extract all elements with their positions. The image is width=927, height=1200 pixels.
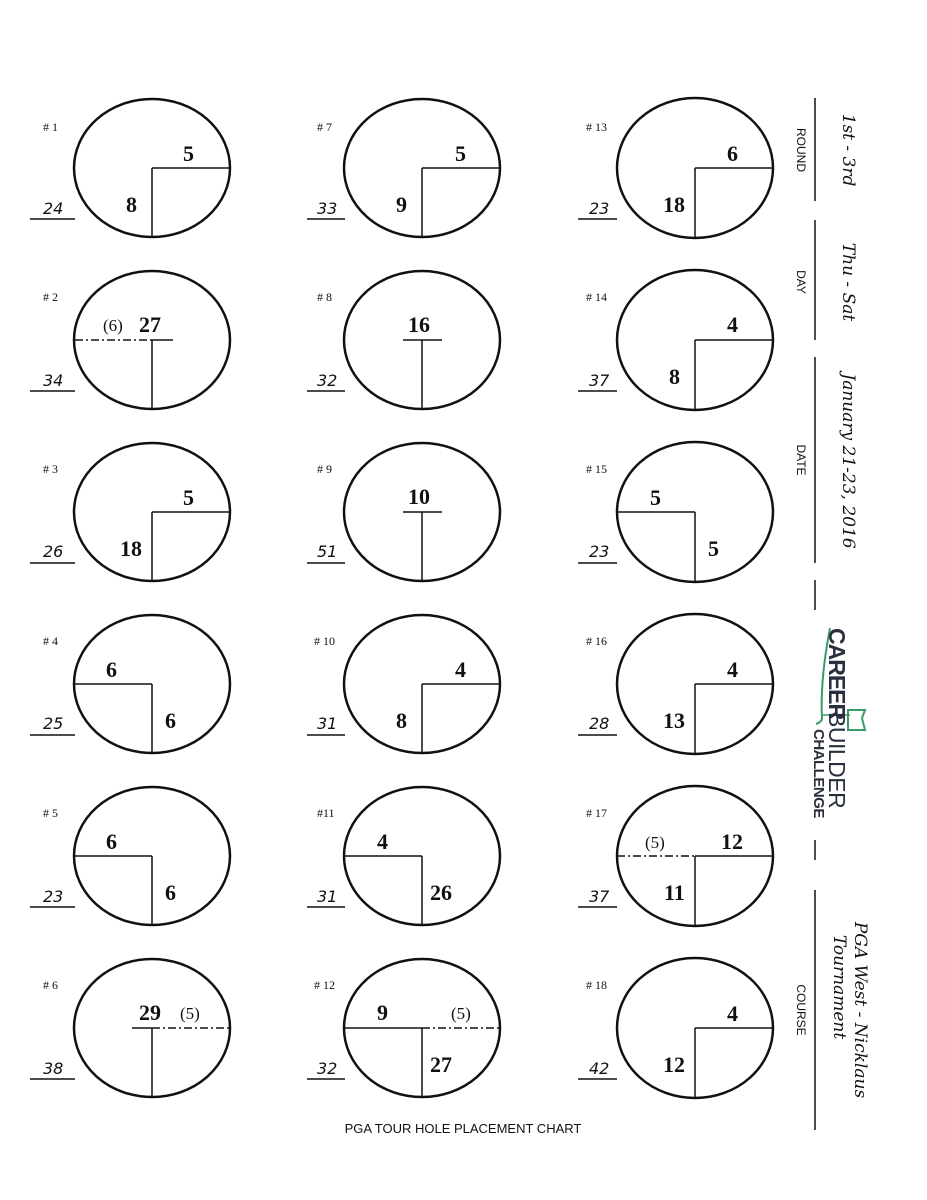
distance-from-edge: 6 <box>106 829 117 854</box>
hole-number: #11 <box>317 806 335 820</box>
logo-career: CAREER <box>824 628 850 720</box>
course-label: COURSE <box>794 984 808 1036</box>
pin-depth: 28 <box>589 714 610 733</box>
hole-16 <box>578 614 773 754</box>
hole-11 <box>307 787 500 925</box>
pin-depth: 42 <box>589 1059 610 1078</box>
pin-depth: 38 <box>43 1059 64 1078</box>
chart-title: PGA TOUR HOLE PLACEMENT CHART <box>344 1121 582 1136</box>
distance-from-edge: 4 <box>727 312 738 337</box>
hole-6 <box>30 959 230 1097</box>
distance-from-front: 5 <box>708 536 719 561</box>
dashed-distance: (5) <box>645 833 665 852</box>
pin-depth: 26 <box>43 542 64 561</box>
hole-number: # 12 <box>314 978 335 992</box>
hole-number: # 16 <box>586 634 607 648</box>
distance-from-edge: 4 <box>455 657 466 682</box>
pin-depth: 34 <box>43 371 64 390</box>
hole-number: # 17 <box>586 806 607 820</box>
distance-from-front: 8 <box>396 708 407 733</box>
hole-number: # 7 <box>317 120 332 134</box>
hole-18 <box>578 958 773 1098</box>
dashed-distance: (5) <box>180 1004 200 1023</box>
hole-17 <box>578 786 773 926</box>
distance-from-edge: 6 <box>106 657 117 682</box>
distance-from-front: 13 <box>663 708 685 733</box>
hole-9 <box>307 443 500 581</box>
distance-from-front: 18 <box>663 192 685 217</box>
hole-12 <box>307 959 500 1097</box>
hole-number: # 15 <box>586 462 607 476</box>
distance-from-front: 27 <box>430 1052 452 1077</box>
distance-from-front: 26 <box>430 880 452 905</box>
pin-depth: 51 <box>317 542 338 561</box>
distance-from-edge: 4 <box>377 829 388 854</box>
distance-from-front: 11 <box>664 880 685 905</box>
distance-from-front: 29 <box>139 1000 161 1025</box>
hole-8 <box>307 271 500 409</box>
distance-from-front: 27 <box>139 312 161 337</box>
day-label: DAY <box>794 270 808 294</box>
course-value-line2: Tournament <box>829 934 849 1040</box>
distance-from-front: 10 <box>408 484 430 509</box>
hole-number: # 18 <box>586 978 607 992</box>
hole-14 <box>578 270 773 410</box>
pin-depth: 37 <box>589 371 610 390</box>
distance-from-front: 8 <box>126 192 137 217</box>
distance-from-edge: 4 <box>727 1001 738 1026</box>
hole-number: # 9 <box>317 462 332 476</box>
distance-from-front: 9 <box>396 192 407 217</box>
pin-depth: 24 <box>43 199 64 218</box>
hole-13 <box>578 98 773 238</box>
careerbuilder-challenge-logo <box>810 628 865 818</box>
hole-number: # 10 <box>314 634 335 648</box>
pin-depth: 23 <box>589 199 610 218</box>
distance-from-edge: 4 <box>727 657 738 682</box>
pin-depth: 31 <box>317 887 338 906</box>
day-value: Thu - Sat <box>838 242 858 322</box>
hole-10 <box>307 615 500 753</box>
logo-challenge: CHALLENGE <box>810 729 827 818</box>
pin-depth: 32 <box>317 1059 338 1078</box>
hole-number: # 2 <box>43 290 58 304</box>
round-label: ROUND <box>794 128 808 172</box>
distance-from-edge: 5 <box>183 141 194 166</box>
course-value-line1: PGA West - Nicklaus <box>850 921 870 1099</box>
hole-1 <box>30 99 230 237</box>
hole-number: # 4 <box>43 634 58 648</box>
hole-number: # 8 <box>317 290 332 304</box>
hole-15 <box>578 442 773 582</box>
distance-from-front: 16 <box>408 312 430 337</box>
hole-3 <box>30 443 230 581</box>
sidebar <box>794 98 870 1130</box>
hole-number: # 6 <box>43 978 58 992</box>
pin-depth: 25 <box>43 714 64 733</box>
hole-4 <box>30 615 230 753</box>
distance-from-edge: 12 <box>721 829 743 854</box>
pin-depth: 23 <box>589 542 610 561</box>
hole-number: # 3 <box>43 462 58 476</box>
distance-from-front: 8 <box>669 364 680 389</box>
pin-depth: 32 <box>317 371 338 390</box>
pin-depth: 37 <box>589 887 610 906</box>
distance-from-edge: 5 <box>650 485 661 510</box>
dashed-distance: (6) <box>103 316 123 335</box>
hole-number: # 13 <box>586 120 607 134</box>
hole-2 <box>30 271 230 409</box>
date-label: DATE <box>794 444 808 476</box>
hole-7 <box>307 99 500 237</box>
distance-from-edge: 5 <box>455 141 466 166</box>
dashed-distance: (5) <box>451 1004 471 1023</box>
distance-from-front: 12 <box>663 1052 685 1077</box>
round-value: 1st - 3rd <box>838 113 858 187</box>
distance-from-edge: 9 <box>377 1000 388 1025</box>
pin-depth: 33 <box>317 199 338 218</box>
distance-from-edge: 5 <box>183 485 194 510</box>
pin-depth: 31 <box>317 714 338 733</box>
pin-depth: 23 <box>43 887 64 906</box>
date-value: January 21-23, 2016 <box>838 373 858 549</box>
hole-number: # 5 <box>43 806 58 820</box>
hole-number: # 14 <box>586 290 607 304</box>
distance-from-edge: 6 <box>727 141 738 166</box>
hole-number: # 1 <box>43 120 58 134</box>
logo-builder: BUILDER <box>824 712 850 809</box>
distance-from-front: 6 <box>165 880 176 905</box>
distance-from-front: 18 <box>120 536 142 561</box>
distance-from-front: 6 <box>165 708 176 733</box>
hole-5 <box>30 787 230 925</box>
